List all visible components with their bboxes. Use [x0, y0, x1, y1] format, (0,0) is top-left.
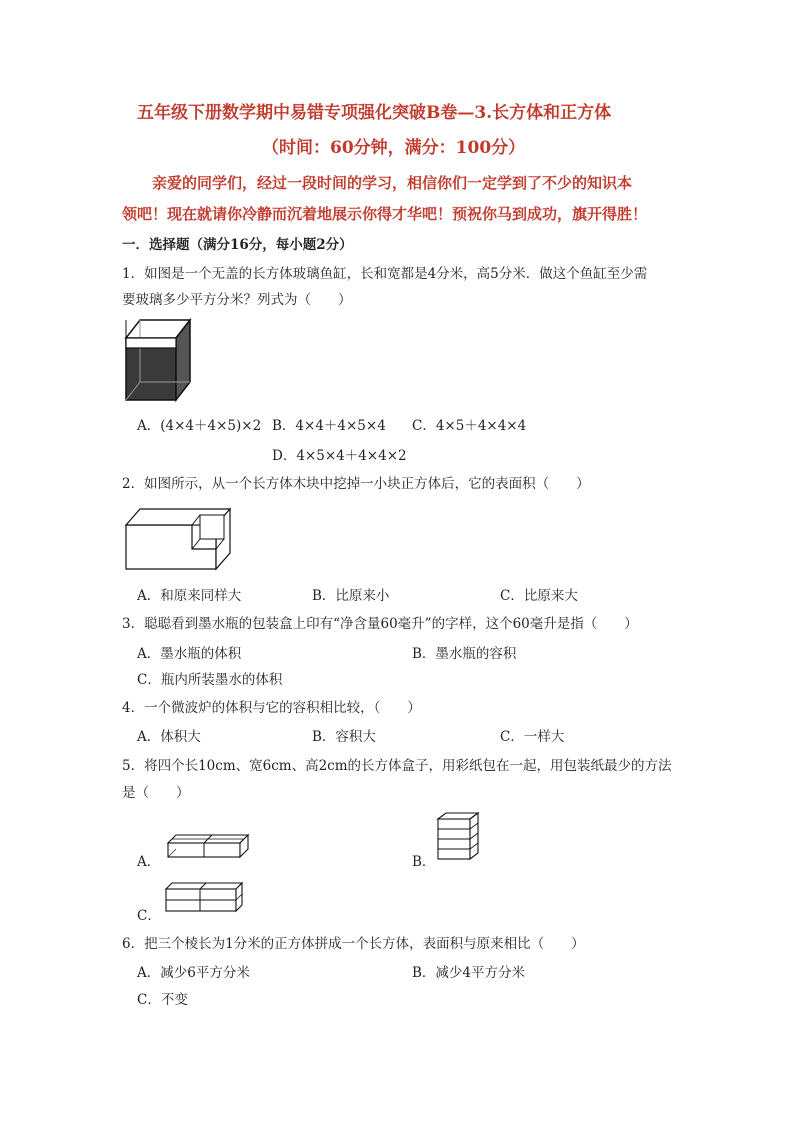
question-1-line-2: 要玻璃多少平方分米？列式为（ ） [122, 292, 352, 308]
cuboid-with-cube-cut-figure [124, 505, 234, 573]
q1-option-c[interactable]: C．4×5＋4×4×4 [412, 418, 527, 434]
q5-option-c[interactable]: C． [137, 908, 161, 924]
question-5-line-2: 是（ ） [122, 785, 190, 801]
intro-line-2: 领吧！现在就请你冷静而沉着地展示你得才华吧！预祝你马到成功，旗开得胜！ [122, 205, 648, 223]
q6-option-c[interactable]: C．不变 [137, 992, 188, 1008]
question-1-line-1: 1．如图是一个无盖的长方体玻璃鱼缸，长和宽都是4分米，高5分米．做这个鱼缸至少需 [122, 266, 648, 282]
q1-option-a[interactable]: A．(4×4＋4×5)×2 [137, 418, 262, 434]
time-score-subtitle: （时间：60分钟，满分：100分） [262, 138, 526, 158]
q1-option-b[interactable]: B．4×4＋4×5×4 [272, 418, 386, 434]
q5-option-b[interactable]: B． [412, 854, 436, 870]
q3-option-c[interactable]: C．瓶内所装墨水的体积 [137, 672, 283, 688]
q4-option-a[interactable]: A．体积大 [137, 729, 201, 745]
question-2-line-1: 2．如图所示，从一个长方体木块中挖掉一小块正方体后，它的表面积（ ） [122, 476, 590, 492]
q5-option-b-figure [436, 811, 482, 861]
q3-option-a[interactable]: A．墨水瓶的体积 [137, 646, 242, 662]
q5-option-a-figure [166, 833, 250, 861]
page-title: 五年级下册数学期中易错专项强化突破B卷—3.长方体和正方体 [137, 103, 612, 123]
question-4-line-1: 4．一个微波炉的体积与它的容积相比较，（ ） [122, 700, 421, 716]
q6-option-b[interactable]: B．减少4平方分米 [412, 965, 526, 981]
section-heading: 一．选择题（满分16分，每小题2分） [122, 237, 353, 253]
q4-option-c[interactable]: C．一样大 [500, 729, 565, 745]
q2-option-a[interactable]: A．和原来同样大 [137, 588, 242, 604]
q5-option-a[interactable]: A． [137, 854, 161, 870]
q3-option-b[interactable]: B．墨水瓶的容积 [412, 646, 517, 662]
q2-option-b[interactable]: B．比原来小 [312, 588, 390, 604]
question-3-line-1: 3．聪聪看到墨水瓶的包装盒上印有“净含量60毫升”的字样，这个60毫升是指（ ） [122, 616, 638, 632]
q5-option-c-figure [164, 881, 244, 913]
question-5-line-1: 5．将四个长10cm、宽6cm、高2cm的长方体盒子，用彩纸包在一起，用包装纸最少的方法 [122, 758, 672, 774]
q6-option-a[interactable]: A．减少6平方分米 [137, 965, 250, 981]
q2-option-c[interactable]: C．比原来大 [500, 588, 578, 604]
intro-line-1: 亲爱的同学们，经过一段时间的学习，相信你们一定学到了不少的知识本 [152, 174, 633, 192]
fish-tank-figure [124, 318, 194, 402]
q1-option-d[interactable]: D．4×5×4＋4×4×2 [272, 448, 407, 464]
question-6-line-1: 6．把三个棱长为1分米的正方体拼成一个长方体，表面积与原来相比（ ） [122, 936, 585, 952]
q4-option-b[interactable]: B．容积大 [312, 729, 376, 745]
